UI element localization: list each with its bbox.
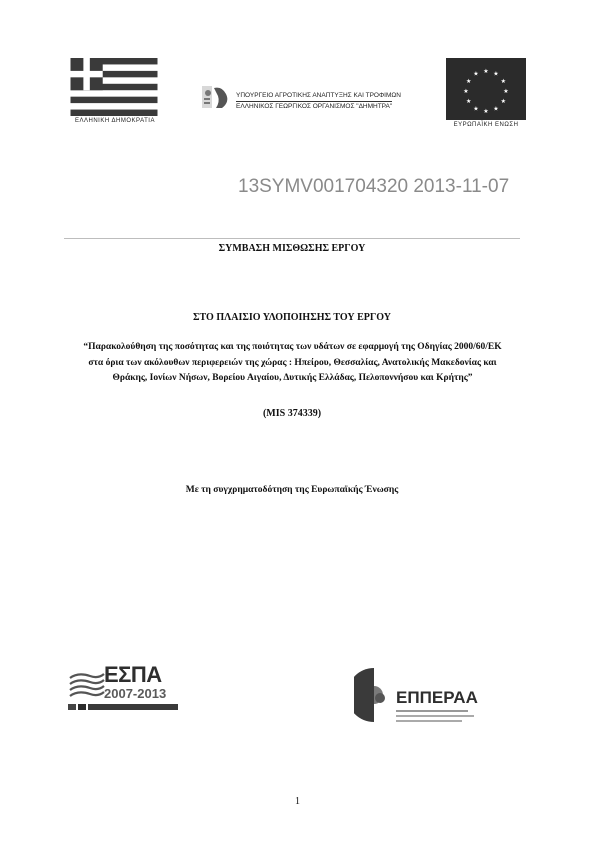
svg-text:★: ★ — [463, 88, 469, 95]
ministry-emblem-icon — [200, 84, 234, 110]
svg-text:★: ★ — [493, 105, 499, 113]
svg-text:★: ★ — [503, 88, 509, 95]
eu-flag-logo — [446, 58, 526, 120]
project-title: “Παρακολούθηση της ποσότητας και της ποιότητας των υδάτων σε εφαρμογή της Οδηγίας 2000/60/ΕΚ στα όρια των ακόλουθων περιφερειών της χώρας : Ηπείρου, Θεσσαλίας, Ανατολικής Μακεδονίας και Θράκης, Ιονίων Νήσων, Βορείου Αιγαίου, Δυτικής Ελλάδας, Πελοποννήσου και Κρήτης” — [83, 342, 502, 383]
epperaa-logo — [354, 666, 484, 724]
epperaa-mark-icon — [354, 666, 394, 724]
contract-title: ΣΥΜΒΑΣΗ ΜΙΣΘΩΣΗΣ ΕΡΓΟΥ — [218, 243, 366, 254]
svg-text:★: ★ — [483, 108, 489, 115]
svg-text:★: ★ — [466, 78, 472, 85]
espa-title: ΕΣΠΑ — [104, 662, 162, 687]
epperaa-title: ΕΠΠΕΡΑΑ — [396, 688, 478, 707]
svg-text:★: ★ — [493, 70, 499, 78]
svg-text:★: ★ — [473, 105, 479, 113]
svg-text:★: ★ — [466, 98, 472, 105]
ministry-divider — [236, 101, 392, 102]
svg-text:★: ★ — [500, 98, 506, 105]
eu-flag-caption: ΕΥΡΩΠΑΪΚΗ ΕΝΩΣΗ — [453, 122, 519, 128]
ministry-name: ΥΠΟΥΡΓΕΙΟ ΑΓΡΟΤΙΚΗΣ ΑΝΑΠΤΥΞΗΣ ΚΑΙ ΤΡΟΦΙΜΩΝ — [236, 92, 401, 99]
header-divider — [64, 238, 520, 239]
cofunding-statement: Με τη συγχρηματοδότηση της Ευρωπαϊκής Ένωσης — [185, 485, 399, 495]
svg-text:★: ★ — [500, 78, 506, 85]
organization-name: ΕΛΛΗΝΙΚΟΣ ΓΕΩΡΓΙΚΟΣ ΟΡΓΑΝΙΣΜΟΣ "ΔΗΜΗΤΡΑ" — [236, 103, 393, 110]
mis-code: (MIS 374339) — [262, 408, 322, 419]
svg-text:★: ★ — [483, 68, 489, 75]
greek-flag-logo — [70, 58, 158, 116]
protocol-number: 13SYMV001704320 2013-11-07 — [238, 176, 510, 197]
framework-heading: ΣΤΟ ΠΛΑΙΣΙΟ ΥΛΟΠΟΙΗΣΗΣ ΤΟΥ ΕΡΓΟΥ — [193, 312, 391, 323]
greek-flag-caption: ΕΛΛΗΝΙΚΗ ΔΗΜΟΚΡΑΤΙΑ — [75, 118, 155, 124]
page-number: 1 — [295, 796, 300, 807]
epperaa-subtitle-lines — [396, 710, 476, 722]
espa-years: 2007-2013 — [104, 686, 167, 701]
svg-text:★: ★ — [473, 70, 479, 78]
espa-logo — [68, 664, 180, 718]
